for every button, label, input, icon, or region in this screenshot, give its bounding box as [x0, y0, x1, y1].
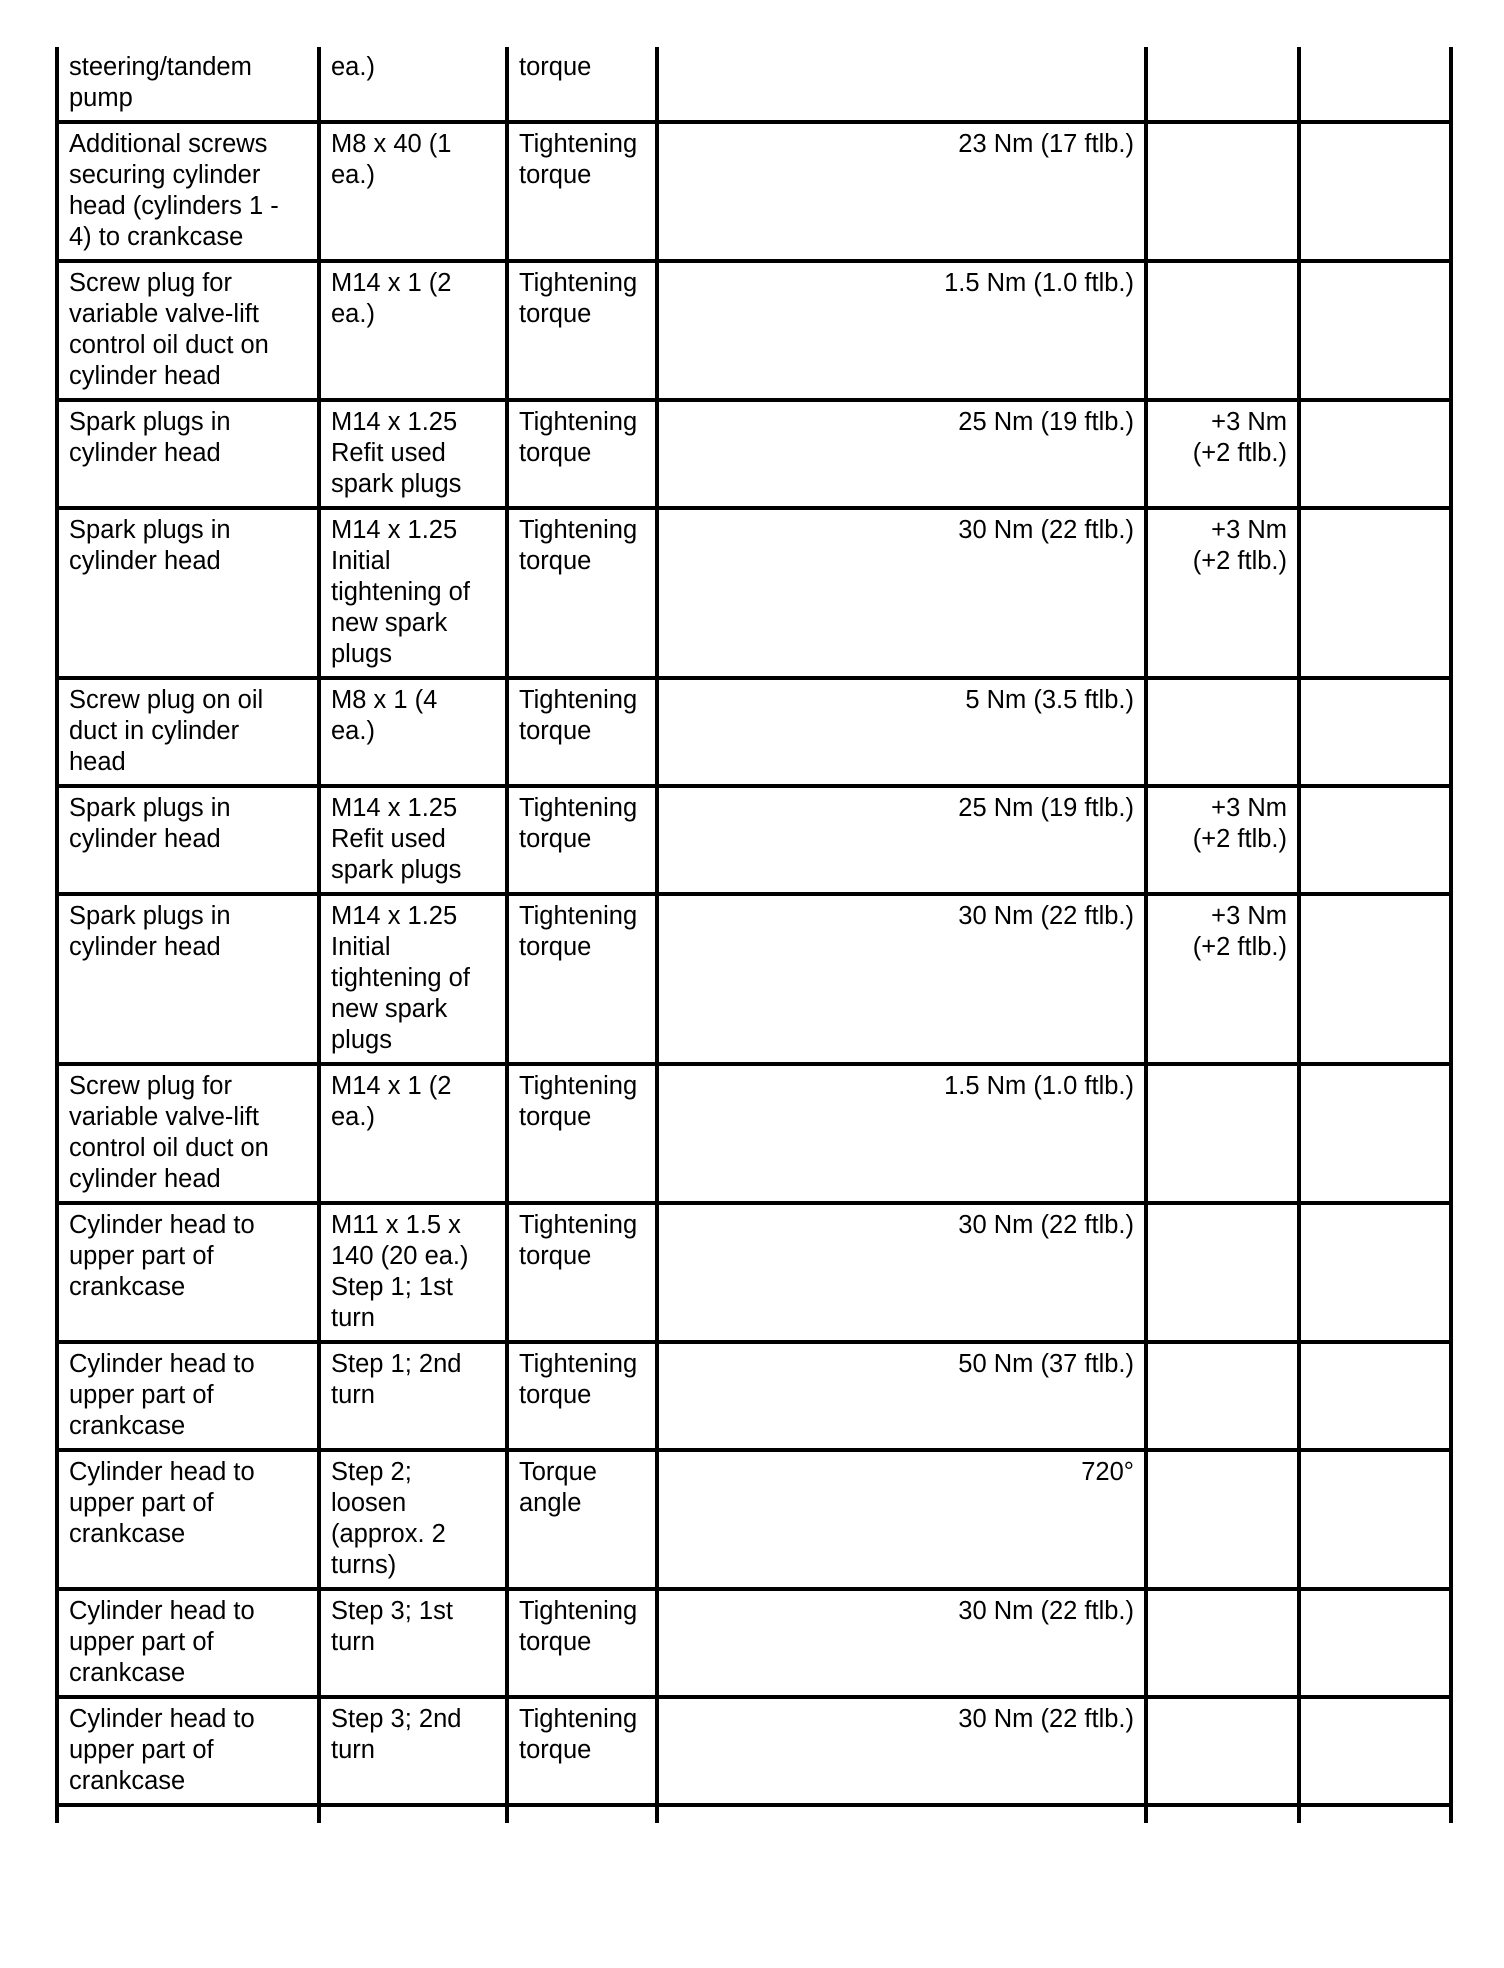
spec-type-cell: Torque angle	[507, 1450, 657, 1589]
component-cell: Screw plug for variable valve-lift control oil duct on cylinder head	[57, 1064, 319, 1203]
empty-cell	[1299, 1805, 1451, 1823]
tolerance-cell: +3 Nm (+2 ftlb.)	[1146, 508, 1299, 678]
size-cell: Step 1; 2nd turn	[319, 1342, 507, 1450]
value-cell: 25 Nm (19 ftlb.)	[657, 400, 1146, 508]
note-cell	[1299, 400, 1451, 508]
note-cell	[1299, 1064, 1451, 1203]
value-cell: 5 Nm (3.5 ftlb.)	[657, 678, 1146, 786]
component-cell: Cylinder head to upper part of crankcase	[57, 1589, 319, 1697]
empty-cell	[657, 1805, 1146, 1823]
size-cell: M14 x 1.25 Refit used spark plugs	[319, 786, 507, 894]
spec-type-cell: Tightening torque	[507, 1064, 657, 1203]
table-row	[57, 508, 1451, 678]
note-cell	[1299, 1203, 1451, 1342]
table-row-continued	[57, 1805, 1451, 1823]
value-cell: 1.5 Nm (1.0 ftlb.)	[657, 261, 1146, 400]
torque-spec-table	[55, 47, 1453, 1823]
tolerance-cell	[1146, 1203, 1299, 1342]
table-row	[57, 786, 1451, 894]
component-cell: Cylinder head to upper part of crankcase	[57, 1450, 319, 1589]
table-row	[57, 261, 1451, 400]
table-row	[57, 1450, 1451, 1589]
component-cell: Cylinder head to upper part of crankcase	[57, 1697, 319, 1805]
component-cell: Screw plug on oil duct in cylinder head	[57, 678, 319, 786]
spec-type-cell: Tightening torque	[507, 400, 657, 508]
empty-cell	[507, 1805, 657, 1823]
tolerance-cell	[1146, 122, 1299, 261]
size-cell: Step 3; 1st turn	[319, 1589, 507, 1697]
spec-type-cell: Tightening torque	[507, 786, 657, 894]
component-cell: steering/tandem pump	[57, 47, 319, 122]
table-row	[57, 678, 1451, 786]
value-cell: 30 Nm (22 ftlb.)	[657, 894, 1146, 1064]
table-row	[57, 894, 1451, 1064]
table-row	[57, 122, 1451, 261]
note-cell	[1299, 678, 1451, 786]
spec-type-cell: torque	[507, 47, 657, 122]
empty-cell	[1146, 1805, 1299, 1823]
note-cell	[1299, 1589, 1451, 1697]
tolerance-cell	[1146, 1697, 1299, 1805]
component-cell: Cylinder head to upper part of crankcase	[57, 1203, 319, 1342]
spec-type-cell: Tightening torque	[507, 261, 657, 400]
note-cell	[1299, 1342, 1451, 1450]
spec-type-cell: Tightening torque	[507, 678, 657, 786]
size-cell: M8 x 1 (4 ea.)	[319, 678, 507, 786]
spec-type-cell: Tightening torque	[507, 1203, 657, 1342]
size-cell: M14 x 1 (2 ea.)	[319, 261, 507, 400]
spec-type-cell: Tightening torque	[507, 1589, 657, 1697]
tolerance-cell: +3 Nm (+2 ftlb.)	[1146, 400, 1299, 508]
size-cell: M11 x 1.5 x 140 (20 ea.) Step 1; 1st turn	[319, 1203, 507, 1342]
component-cell: Spark plugs in cylinder head	[57, 786, 319, 894]
table-row	[57, 1203, 1451, 1342]
size-cell: ea.)	[319, 47, 507, 122]
spec-type-cell: Tightening torque	[507, 1342, 657, 1450]
size-cell: M14 x 1.25 Initial tightening of new spark plugs	[319, 508, 507, 678]
value-cell: 30 Nm (22 ftlb.)	[657, 1697, 1146, 1805]
table-row	[57, 1342, 1451, 1450]
torque-spec-table-body	[57, 47, 1451, 1823]
component-cell: Spark plugs in cylinder head	[57, 400, 319, 508]
tolerance-cell	[1146, 1064, 1299, 1203]
note-cell	[1299, 508, 1451, 678]
component-cell: Spark plugs in cylinder head	[57, 894, 319, 1064]
tolerance-cell	[1146, 678, 1299, 786]
tolerance-cell	[1146, 1589, 1299, 1697]
tolerance-cell: +3 Nm (+2 ftlb.)	[1146, 894, 1299, 1064]
note-cell	[1299, 1450, 1451, 1589]
value-cell: 30 Nm (22 ftlb.)	[657, 508, 1146, 678]
spec-type-cell: Tightening torque	[507, 1697, 657, 1805]
size-cell: Step 2; loosen (approx. 2 turns)	[319, 1450, 507, 1589]
size-cell: M8 x 40 (1 ea.)	[319, 122, 507, 261]
table-row	[57, 1589, 1451, 1697]
size-cell: M14 x 1.25 Refit used spark plugs	[319, 400, 507, 508]
empty-cell	[319, 1805, 507, 1823]
spec-type-cell: Tightening torque	[507, 894, 657, 1064]
note-cell	[1299, 786, 1451, 894]
size-cell: Step 3; 2nd turn	[319, 1697, 507, 1805]
component-cell: Spark plugs in cylinder head	[57, 508, 319, 678]
table-row	[57, 400, 1451, 508]
component-cell: Additional screws securing cylinder head (cylinders 1 - 4) to crankcase	[57, 122, 319, 261]
component-cell: Screw plug for variable valve-lift control oil duct on cylinder head	[57, 261, 319, 400]
value-cell: 25 Nm (19 ftlb.)	[657, 786, 1146, 894]
note-cell	[1299, 261, 1451, 400]
table-row	[57, 1697, 1451, 1805]
component-cell: Cylinder head to upper part of crankcase	[57, 1342, 319, 1450]
note-cell	[1299, 1697, 1451, 1805]
note-cell	[1299, 122, 1451, 261]
note-cell	[1299, 894, 1451, 1064]
value-cell: 1.5 Nm (1.0 ftlb.)	[657, 1064, 1146, 1203]
table-row	[57, 47, 1451, 122]
spec-type-cell: Tightening torque	[507, 508, 657, 678]
value-cell: 30 Nm (22 ftlb.)	[657, 1203, 1146, 1342]
note-cell	[1299, 47, 1451, 122]
tolerance-cell	[1146, 47, 1299, 122]
value-cell: 23 Nm (17 ftlb.)	[657, 122, 1146, 261]
tolerance-cell	[1146, 1450, 1299, 1589]
value-cell	[657, 47, 1146, 122]
value-cell: 50 Nm (37 ftlb.)	[657, 1342, 1146, 1450]
tolerance-cell: +3 Nm (+2 ftlb.)	[1146, 786, 1299, 894]
value-cell: 30 Nm (22 ftlb.)	[657, 1589, 1146, 1697]
tolerance-cell	[1146, 1342, 1299, 1450]
empty-cell	[57, 1805, 319, 1823]
table-row	[57, 1064, 1451, 1203]
value-cell: 720°	[657, 1450, 1146, 1589]
spec-type-cell: Tightening torque	[507, 122, 657, 261]
tolerance-cell	[1146, 261, 1299, 400]
size-cell: M14 x 1.25 Initial tightening of new spark plugs	[319, 894, 507, 1064]
size-cell: M14 x 1 (2 ea.)	[319, 1064, 507, 1203]
